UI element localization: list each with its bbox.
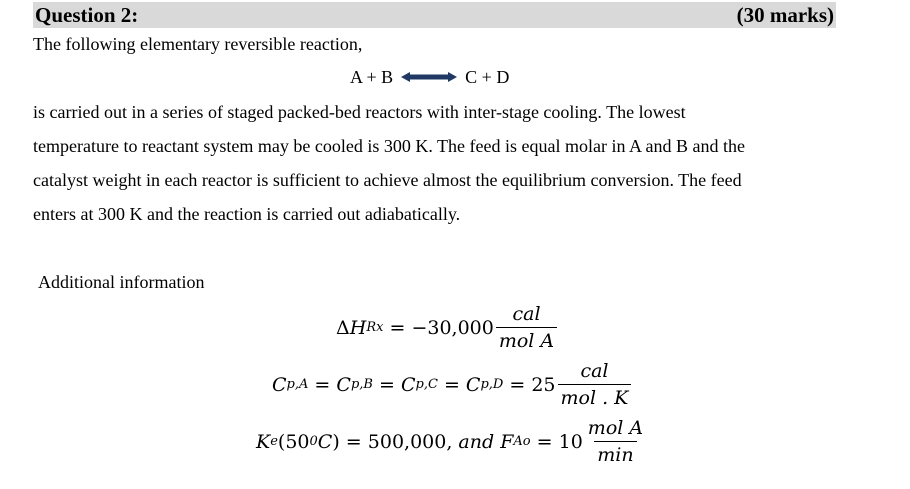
heat-unit-numerator: cal (512, 303, 541, 325)
heat-of-reaction-equation: Δ H Rx = −30,000 $\frac{\text{cal}}{\text{mol A}}$ (336, 303, 557, 352)
intro-text: The following elementary reversible reaction, (33, 34, 363, 54)
heat-of-reaction-value: −30,000 (411, 316, 494, 339)
body-line-2: temperature to reactant system may be cooled is 300 K. The feed is equal molar in A and B and the (33, 136, 745, 156)
heat-capacity-value: 25 (531, 373, 556, 396)
cp-unit-numerator: cal (580, 360, 609, 382)
fao-value: 10 (558, 430, 583, 453)
heat-capacity-equation: C p,A = C p,B = C p,C = C p,D = 25 $\frac{\text{cal}}{\text{mol . K}}$ (272, 360, 631, 409)
body-line-3: catalyst weight in each reactor is sufficient to achieve almost the equilibrium conversion. The feed (33, 170, 742, 190)
and-word: and (458, 430, 495, 453)
heat-capacity-unit (558, 360, 632, 409)
body-line-1: is carried out in a series of staged packed-bed reactors with inter-stage cooling. The lowest (33, 102, 686, 122)
reaction-products: C + D (465, 67, 510, 87)
body-line-4: enters at 300 K and the reaction is carried out adiabatically. (33, 204, 461, 224)
cp-unit-denominator: mol . K (558, 384, 632, 409)
additional-info-heading: Additional information (38, 272, 205, 292)
question-marks: (30 marks) (736, 3, 834, 27)
heat-unit-denominator: mol A (496, 327, 557, 352)
reaction-equation (350, 66, 509, 88)
ke-value: 500,000, (367, 430, 453, 453)
ke-temperature: 50 (285, 430, 310, 453)
question-title: Question 2: (35, 3, 139, 27)
reversible-arrow-icon (401, 71, 457, 83)
fao-unit-numerator: mol A (587, 417, 644, 439)
heat-of-reaction-unit (496, 303, 557, 352)
reaction-reactants: A + B (350, 67, 394, 87)
question-header (33, 2, 836, 28)
equilibrium-feed-equation: K e ( 50 0 C ) = 500,000, and F Ao = 10 $\frac{\text{mol A}}{\min}$ (256, 417, 646, 466)
fao-unit-denominator: min (594, 441, 636, 466)
fao-unit (585, 417, 646, 466)
